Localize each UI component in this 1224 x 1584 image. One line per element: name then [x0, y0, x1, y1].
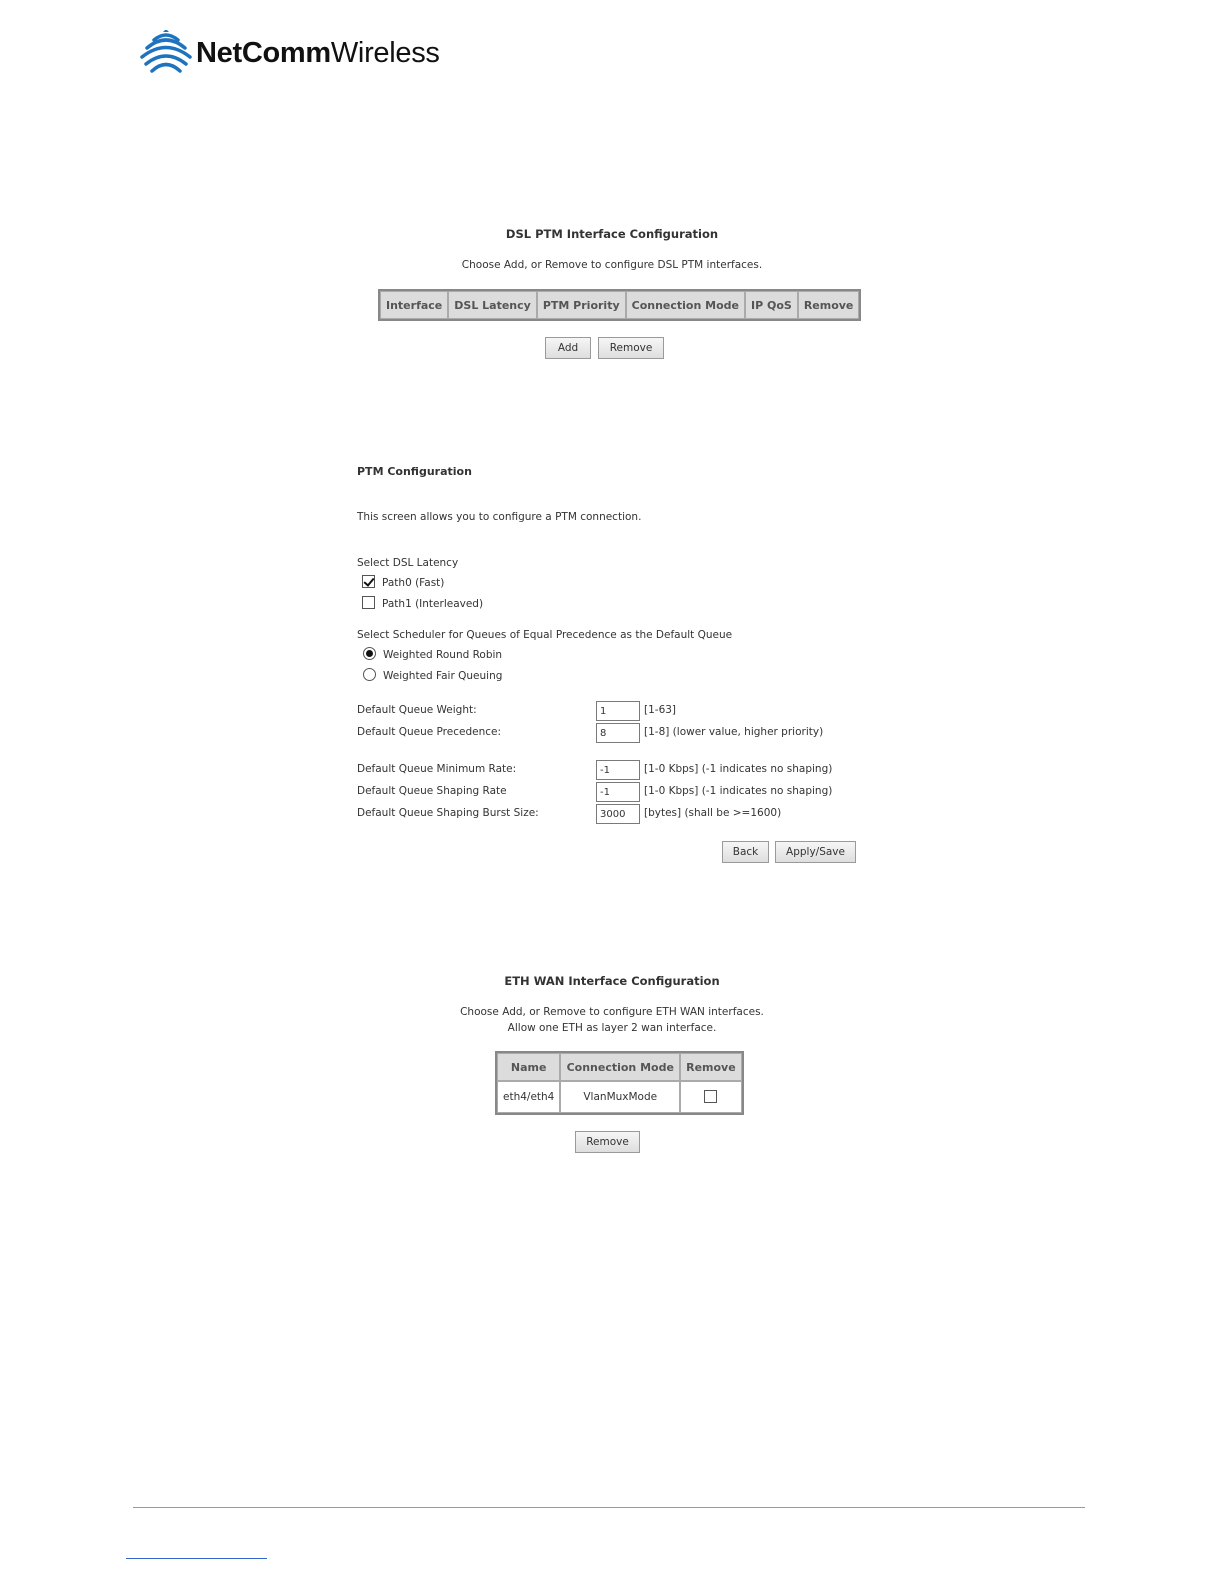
row-remove-cell — [680, 1081, 742, 1113]
queue-weight-input[interactable] — [596, 701, 640, 721]
queue-weight-label: Default Queue Weight: — [357, 704, 477, 716]
remove-ptm-button[interactable]: Remove — [598, 337, 664, 359]
brand-logo — [140, 30, 450, 80]
row-name-cell: eth4/eth4 — [497, 1081, 560, 1113]
queue-min-rate-hint: [1-0 Kbps] (-1 indicates no shaping) — [644, 763, 833, 775]
dsl-ptm-table — [378, 289, 861, 321]
eth-wan-description-line1: Choose Add, or Remove to configure ETH WAN interfaces. — [460, 1006, 764, 1018]
column-header-name: Name — [497, 1053, 560, 1081]
queue-weight-hint: [1-63] — [644, 704, 677, 716]
column-header-ip-qos: IP QoS — [745, 291, 798, 319]
wifi-signal-icon — [140, 30, 192, 78]
column-header-connection-mode: Connection Mode — [626, 291, 745, 319]
path0-label: Path0 (Fast) — [382, 577, 445, 589]
ptm-config-description: This screen allows you to configure a PTM connection. — [357, 511, 642, 523]
remove-eth-button[interactable]: Remove — [575, 1131, 640, 1153]
column-header-ptm-priority: PTM Priority — [537, 291, 626, 319]
back-button[interactable]: Back — [722, 841, 769, 863]
queue-burst-size-hint: [bytes] (shall be >=1600) — [644, 807, 782, 819]
queue-burst-size-label: Default Queue Shaping Burst Size: — [357, 807, 539, 819]
column-header-remove: Remove — [680, 1053, 742, 1081]
eth-wan-title: ETH WAN Interface Configuration — [504, 974, 720, 988]
queue-burst-size-input[interactable] — [596, 804, 640, 824]
queue-precedence-label: Default Queue Precedence: — [357, 726, 502, 738]
ptm-config-title: PTM Configuration — [357, 465, 472, 478]
queue-shaping-rate-input[interactable] — [596, 782, 640, 802]
dsl-latency-label: Select DSL Latency — [357, 557, 459, 569]
column-header-remove: Remove — [798, 291, 860, 319]
path1-checkbox[interactable] — [362, 596, 375, 609]
row-mode-cell: VlanMuxMode — [560, 1081, 680, 1113]
queue-shaping-rate-hint: [1-0 Kbps] (-1 indicates no shaping) — [644, 785, 833, 797]
footer-divider — [133, 1507, 1085, 1508]
queue-min-rate-input[interactable] — [596, 760, 640, 780]
table-header-row — [497, 1053, 742, 1081]
queue-precedence-hint: [1-8] (lower value, higher priority) — [644, 726, 824, 738]
add-button[interactable]: Add — [545, 337, 591, 359]
footer-link-underline — [126, 1558, 267, 1559]
queue-min-rate-label: Default Queue Minimum Rate: — [357, 763, 517, 775]
remove-row-checkbox[interactable] — [704, 1090, 717, 1103]
column-header-dsl-latency: DSL Latency — [448, 291, 537, 319]
column-header-connection-mode: Connection Mode — [560, 1053, 680, 1081]
table-row — [497, 1081, 742, 1113]
brand-name: NetCommWireless — [196, 37, 440, 69]
weighted-round-robin-radio[interactable] — [363, 647, 376, 660]
column-header-interface: Interface — [380, 291, 448, 319]
queue-shaping-rate-label: Default Queue Shaping Rate — [357, 785, 507, 797]
table-header-row — [380, 291, 859, 319]
eth-wan-description-line2: Allow one ETH as layer 2 wan interface. — [507, 1022, 717, 1034]
scheduler-label: Select Scheduler for Queues of Equal Precedence as the Default Queue — [357, 629, 733, 641]
queue-precedence-input[interactable] — [596, 723, 640, 743]
weighted-fair-queuing-radio[interactable] — [363, 668, 376, 681]
apply-save-button[interactable]: Apply/Save — [775, 841, 856, 863]
dsl-ptm-title: DSL PTM Interface Configuration — [505, 227, 719, 241]
path1-label: Path1 (Interleaved) — [382, 598, 484, 610]
weighted-fair-queuing-label: Weighted Fair Queuing — [383, 670, 503, 682]
weighted-round-robin-label: Weighted Round Robin — [383, 649, 503, 661]
dsl-ptm-description: Choose Add, or Remove to configure DSL PTM interfaces. — [461, 259, 763, 271]
eth-wan-table — [495, 1051, 744, 1115]
path0-checkbox[interactable] — [362, 575, 375, 588]
